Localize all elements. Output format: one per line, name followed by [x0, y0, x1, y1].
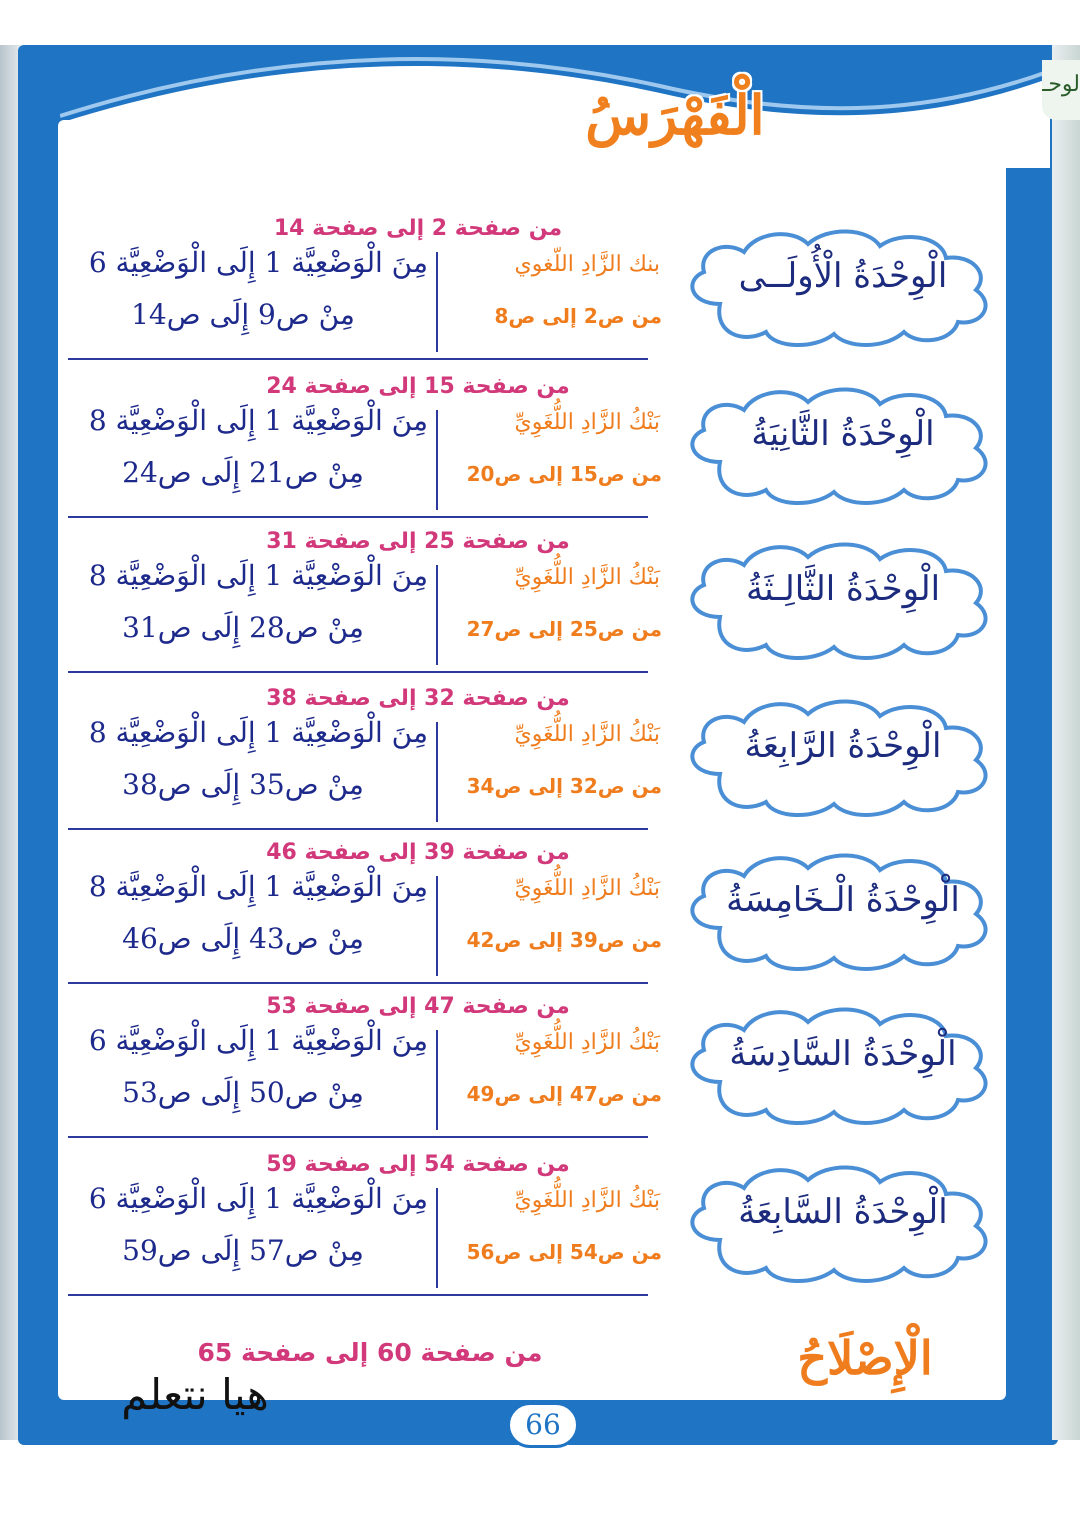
- page-title: الْفَهْرَسُ: [585, 83, 765, 147]
- unit-situation-pages: مِنْ ص57 إِلَى ص59: [122, 1234, 364, 1267]
- unit-vocab-bank-pages: من ص2 إلى ص8: [494, 304, 662, 328]
- unit-vocab-bank: بنك الزَّادِ اللّغوي: [514, 252, 660, 277]
- column-divider: [436, 565, 438, 665]
- unit-vocab-bank: بَنْكُ الزَّادِ اللُّغَوِيِّ: [514, 722, 660, 747]
- unit-situations: مِنَ الْوَضْعِيَّة 1 إِلَى الْوَضْعِيَّة 8: [88, 404, 428, 437]
- next-page-edge: [1052, 45, 1080, 1440]
- unit-situations: مِنَ الْوَضْعِيَّة 1 إِلَى الْوَضْعِيَّة 8: [88, 870, 428, 903]
- unit-situation-pages: مِنْ ص50 إِلَى ص53: [122, 1076, 364, 1109]
- unit-situation-pages: مِنْ ص28 إِلَى ص31: [122, 611, 364, 644]
- column-divider: [436, 1030, 438, 1130]
- unit-page-range: من صفحة 32 إلى صفحة 38: [266, 686, 570, 711]
- islah-title: الْإِصْلَاحُ: [797, 1331, 933, 1385]
- unit-name: الْوِحْدَةُ السَّادِسَةُ: [729, 1034, 957, 1074]
- column-divider: [436, 1188, 438, 1288]
- unit-name: الْوِحْدَةُ الْأُولَــى: [738, 256, 948, 296]
- unit-vocab-bank: بَنْكُ الزَّادِ اللُّغَوِيِّ: [514, 1030, 660, 1055]
- unit-name: الْوِحْدَةُ الثَّانِيَةُ: [751, 414, 935, 454]
- neighbor-page-tab: لوحـ: [1042, 60, 1080, 120]
- column-divider: [436, 876, 438, 976]
- unit-vocab-bank-pages: من ص47 إلى ص49: [466, 1082, 662, 1106]
- unit-vocab-bank: بَنْكُ الزَّادِ اللُّغَوِيِّ: [514, 565, 660, 590]
- unit-situations: مِنَ الْوَضْعِيَّة 1 إِلَى الْوَضْعِيَّة 8: [88, 559, 428, 592]
- islah-range: من صفحة 60 إلى صفحة 65: [197, 1338, 543, 1367]
- unit-vocab-bank-pages: من ص54 إلى ص56: [466, 1240, 662, 1264]
- unit-vocab-bank-pages: من ص32 إلى ص34: [466, 774, 662, 798]
- unit-row: [58, 525, 1018, 675]
- column-divider: [436, 252, 438, 352]
- unit-situation-pages: مِنْ ص35 إِلَى ص38: [122, 768, 364, 801]
- unit-name: الْوِحْدَةُ الثَّالِـثَةُ: [745, 569, 941, 609]
- row-divider: [68, 1136, 648, 1138]
- unit-vocab-bank-pages: من ص25 إلى ص27: [466, 617, 662, 641]
- unit-name: الْوِحْدَةُ الْـخَامِسَةُ: [726, 880, 960, 920]
- unit-row: [58, 990, 1018, 1140]
- unit-vocab-bank-pages: من ص39 إلى ص42: [466, 928, 662, 952]
- unit-situations: مِنَ الْوَضْعِيَّة 1 إِلَى الْوَضْعِيَّة 6: [88, 1182, 428, 1215]
- unit-row: [58, 1148, 1018, 1298]
- unit-name: الْوِحْدَةُ الرَّابِعَةُ: [744, 726, 942, 766]
- unit-vocab-bank: بَنْكُ الزَّادِ اللُّغَوِيِّ: [514, 1188, 660, 1213]
- unit-page-range: من صفحة 25 إلى صفحة 31: [266, 529, 570, 554]
- row-divider: [68, 671, 648, 673]
- unit-situations: مِنَ الْوَضْعِيَّة 1 إِلَى الْوَضْعِيَّة 8: [88, 716, 428, 749]
- row-divider: [68, 828, 648, 830]
- unit-row: [58, 212, 1018, 362]
- unit-name: الْوِحْدَةُ السَّابِعَةُ: [738, 1192, 948, 1232]
- row-divider: [68, 516, 648, 518]
- row-divider: [68, 358, 648, 360]
- unit-situation-pages: مِنْ ص21 إِلَى ص24: [122, 456, 364, 489]
- watermark: هيا نتعلم: [121, 1370, 269, 1419]
- unit-vocab-bank: بَنْكُ الزَّادِ اللُّغَوِيِّ: [514, 876, 660, 901]
- unit-page-range: من صفحة 54 إلى صفحة 59: [266, 1152, 570, 1177]
- unit-row: [58, 682, 1018, 832]
- unit-page-range: من صفحة 39 إلى صفحة 46: [266, 840, 570, 865]
- unit-page-range: من صفحة 15 إلى صفحة 24: [266, 374, 570, 399]
- row-divider: [68, 982, 648, 984]
- unit-row: [58, 370, 1018, 520]
- column-divider: [436, 722, 438, 822]
- unit-situation-pages: مِنْ ص43 إِلَى ص46: [122, 922, 364, 955]
- unit-vocab-bank: بَنْكُ الزَّادِ اللُّغَوِيِّ: [514, 410, 660, 435]
- unit-situations: مِنَ الْوَضْعِيَّة 1 إِلَى الْوَضْعِيَّة 6: [88, 1024, 428, 1057]
- column-divider: [436, 410, 438, 510]
- unit-situation-pages: مِنْ ص9 إِلَى ص14: [131, 298, 355, 331]
- page-number: 66: [507, 1402, 579, 1448]
- unit-page-range: من صفحة 2 إلى صفحة 14: [273, 216, 563, 241]
- unit-page-range: من صفحة 47 إلى صفحة 53: [266, 994, 570, 1019]
- unit-row: [58, 836, 1018, 986]
- unit-vocab-bank-pages: من ص15 إلى ص20: [466, 462, 662, 486]
- row-divider: [68, 1294, 648, 1296]
- unit-situations: مِنَ الْوَضْعِيَّة 1 إِلَى الْوَضْعِيَّة 6: [88, 246, 428, 279]
